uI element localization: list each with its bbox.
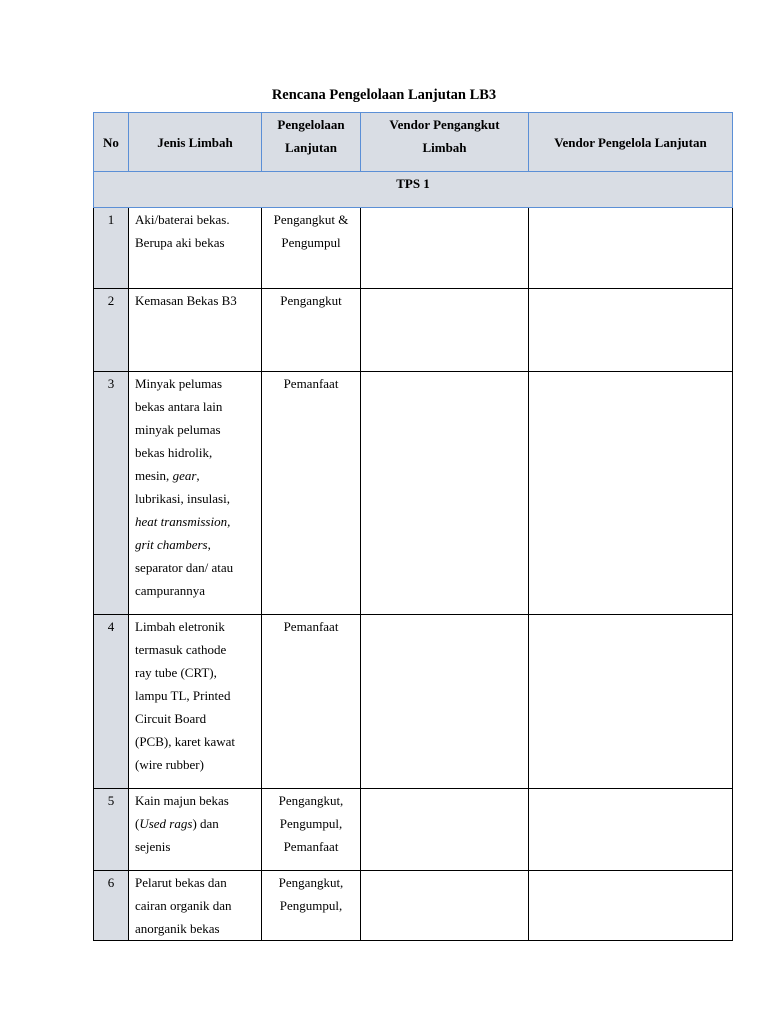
jenis-line: Circuit Board [135,711,207,726]
row-number: 5 [94,789,129,871]
row-number: 3 [94,372,129,615]
table-row [94,615,733,789]
pengelolaan-line: Pengumpul, [279,898,343,913]
table-row [94,289,733,372]
jenis-italic-text: Used rags [139,816,193,831]
vendor-pengangkut-cell [361,615,529,789]
jenis-line: minyak pelumas [135,422,221,437]
jenis-line: (PCB), karet kawat [135,734,236,749]
lb3-table [93,112,733,941]
vendor-pengelola-cell [529,615,733,789]
jenis-italic-text: grit chambers [135,537,208,552]
vendor-pengangkut-cell [361,789,529,871]
pengelolaan-cell [262,615,361,789]
table-row [94,789,733,871]
jenis-line: ray tube (CRT), [135,665,217,680]
header-pengelolaan-line-2: Lanjutan [284,140,338,155]
vendor-pengelola-cell [529,789,733,871]
pengelolaan-line: Pemanfaat [283,839,339,854]
section-label: TPS 1 [94,172,733,208]
jenis-limbah-cell [129,789,262,871]
jenis-line: Aki/baterai bekas. [135,212,230,227]
jenis-line [135,812,257,835]
vendor-pengangkut-cell [361,372,529,615]
jenis-line [135,464,257,487]
table-row [94,208,733,289]
pengelolaan-line: Pengangkut [280,293,342,308]
jenis-line: Limbah eletronik [135,619,225,634]
jenis-text: , [207,537,211,552]
header-vendor-angkut-line-2: Limbah [422,140,467,155]
jenis-line: Berupa aki bekas [135,235,225,250]
jenis-line: cairan organik dan [135,898,232,913]
pengelolaan-line: Pemanfaat [283,376,339,391]
jenis-line: campurannya [135,583,206,598]
pengelolaan-cell [262,372,361,615]
pengelolaan-line: Pengumpul, [279,816,343,831]
jenis-limbah-cell [129,289,262,372]
row-number: 1 [94,208,129,289]
pengelolaan-line: Pengangkut, [278,793,344,808]
header-no: No [94,113,129,172]
table-row [94,871,733,941]
jenis-text: ( [135,816,140,831]
jenis-limbah-cell [129,372,262,615]
jenis-line: Kain majun bekas [135,793,229,808]
jenis-text: , [196,468,200,483]
pengelolaan-cell [262,208,361,289]
vendor-pengangkut-cell [361,289,529,372]
jenis-text: mesin, [135,468,173,483]
row-number: 4 [94,615,129,789]
jenis-line: bekas hidrolik, [135,445,213,460]
header-vendor-pengelola: Vendor Pengelola Lanjutan [529,113,733,172]
jenis-line [135,533,257,556]
jenis-text: ) dan [192,816,219,831]
vendor-pengelola-cell [529,289,733,372]
vendor-pengelola-cell [529,208,733,289]
jenis-line: Kemasan Bekas B3 [135,293,237,308]
jenis-line: lampu TL, Printed [135,688,231,703]
row-number: 6 [94,871,129,941]
table-row [94,372,733,615]
jenis-line: anorganik bekas [135,921,220,936]
header-jenis-limbah: Jenis Limbah [129,113,262,172]
vendor-pengelola-cell [529,372,733,615]
header-pengelolaan-line-1: Pengelolaan [277,117,345,132]
jenis-line: separator dan/ atau [135,560,234,575]
pengelolaan-line: Pemanfaat [283,619,339,634]
jenis-limbah-cell [129,208,262,289]
vendor-pengelola-cell [529,871,733,941]
pengelolaan-cell [262,789,361,871]
header-pengelolaan-lanjutan [262,113,361,172]
jenis-line: Minyak pelumas [135,376,223,391]
jenis-italic-text: gear [172,468,197,483]
pengelolaan-line: Pengangkut & [273,212,349,227]
pengelolaan-cell [262,871,361,941]
vendor-pengangkut-cell [361,871,529,941]
jenis-limbah-cell [129,871,262,941]
header-vendor-pengangkut [361,113,529,172]
jenis-line: termasuk cathode [135,642,227,657]
jenis-italic-line: heat transmission, [135,514,231,529]
jenis-line: Pelarut bekas dan [135,875,227,890]
jenis-line: sejenis [135,839,171,854]
pengelolaan-line: Pengumpul [281,235,341,250]
pengelolaan-line: Pengangkut, [278,875,344,890]
document-title: Rencana Pengelolaan Lanjutan LB3 [271,87,497,103]
jenis-line: bekas antara lain [135,399,223,414]
header-row [94,113,733,172]
jenis-limbah-cell [129,615,262,789]
jenis-line: lubrikasi, insulasi, [135,491,230,506]
jenis-line: (wire rubber) [135,757,204,772]
vendor-pengangkut-cell [361,208,529,289]
pengelolaan-cell [262,289,361,372]
header-vendor-angkut-line-1: Vendor Pengangkut [389,117,500,132]
row-number: 2 [94,289,129,372]
section-row [94,172,733,208]
